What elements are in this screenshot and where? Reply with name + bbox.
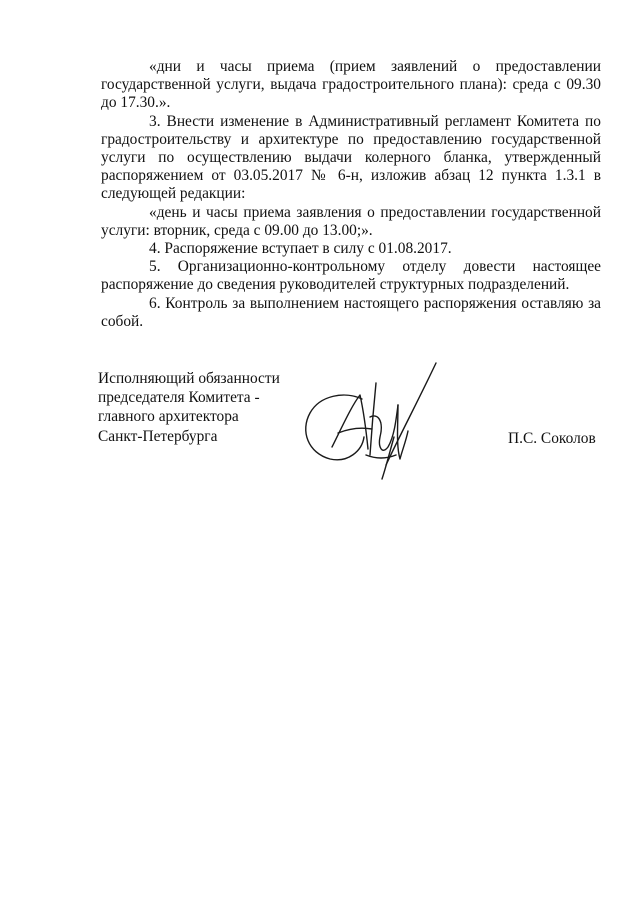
signer-name: П.С. Соколов — [508, 430, 596, 447]
paragraph-reception-hours-quote: «дни и часы приема (прием заявлений о предоставлении государственной услуги, выдача градостроительного плана): среда с 09.30 до 17.30.». — [101, 58, 601, 112]
signatory-title-line: главного архитектора — [98, 408, 239, 426]
paragraph-item-3: 3. Внести изменение в Административный регламент Комитета по градостроительству и архитектуре по предоставлению государственной услуги по осуществлению выдачи колерного бланка, утвержденный распоряжением от 03.05.2017 № 6-н, изложив абзац 12 пункта 1.3.1 в следующей редакции: — [101, 112, 601, 203]
handwritten-signature — [290, 355, 450, 485]
signature-stroke — [306, 395, 364, 460]
signatory-title — [98, 369, 298, 446]
signature-stroke — [338, 428, 372, 433]
signature-stroke — [370, 383, 376, 455]
paragraph-item-5: 5. Организационно-контрольному отделу довести настоящее распоряжение до сведения руководителей структурных подразделений. — [101, 258, 601, 294]
signature-stroke — [370, 405, 398, 450]
document-body — [101, 58, 601, 331]
signatory-title-line: председателя Комитета - — [98, 389, 260, 407]
signatory-title-line: Исполняющий обязанности — [98, 370, 280, 387]
paragraph-item-6: 6. Контроль за выполнением настоящего распоряжения оставляю за собой. — [101, 294, 601, 330]
paragraph-reception-hours-new: «день и часы приема заявления о предоставлении государственной услуги: вторник, среда с 09.00 до 13.00;». — [101, 203, 601, 239]
signatory-title-line: Санкт-Петербурга — [98, 427, 218, 445]
signature-stroke — [386, 363, 436, 465]
paragraph-item-4: 4. Распоряжение вступает в силу с 01.08.2017. — [149, 240, 452, 258]
